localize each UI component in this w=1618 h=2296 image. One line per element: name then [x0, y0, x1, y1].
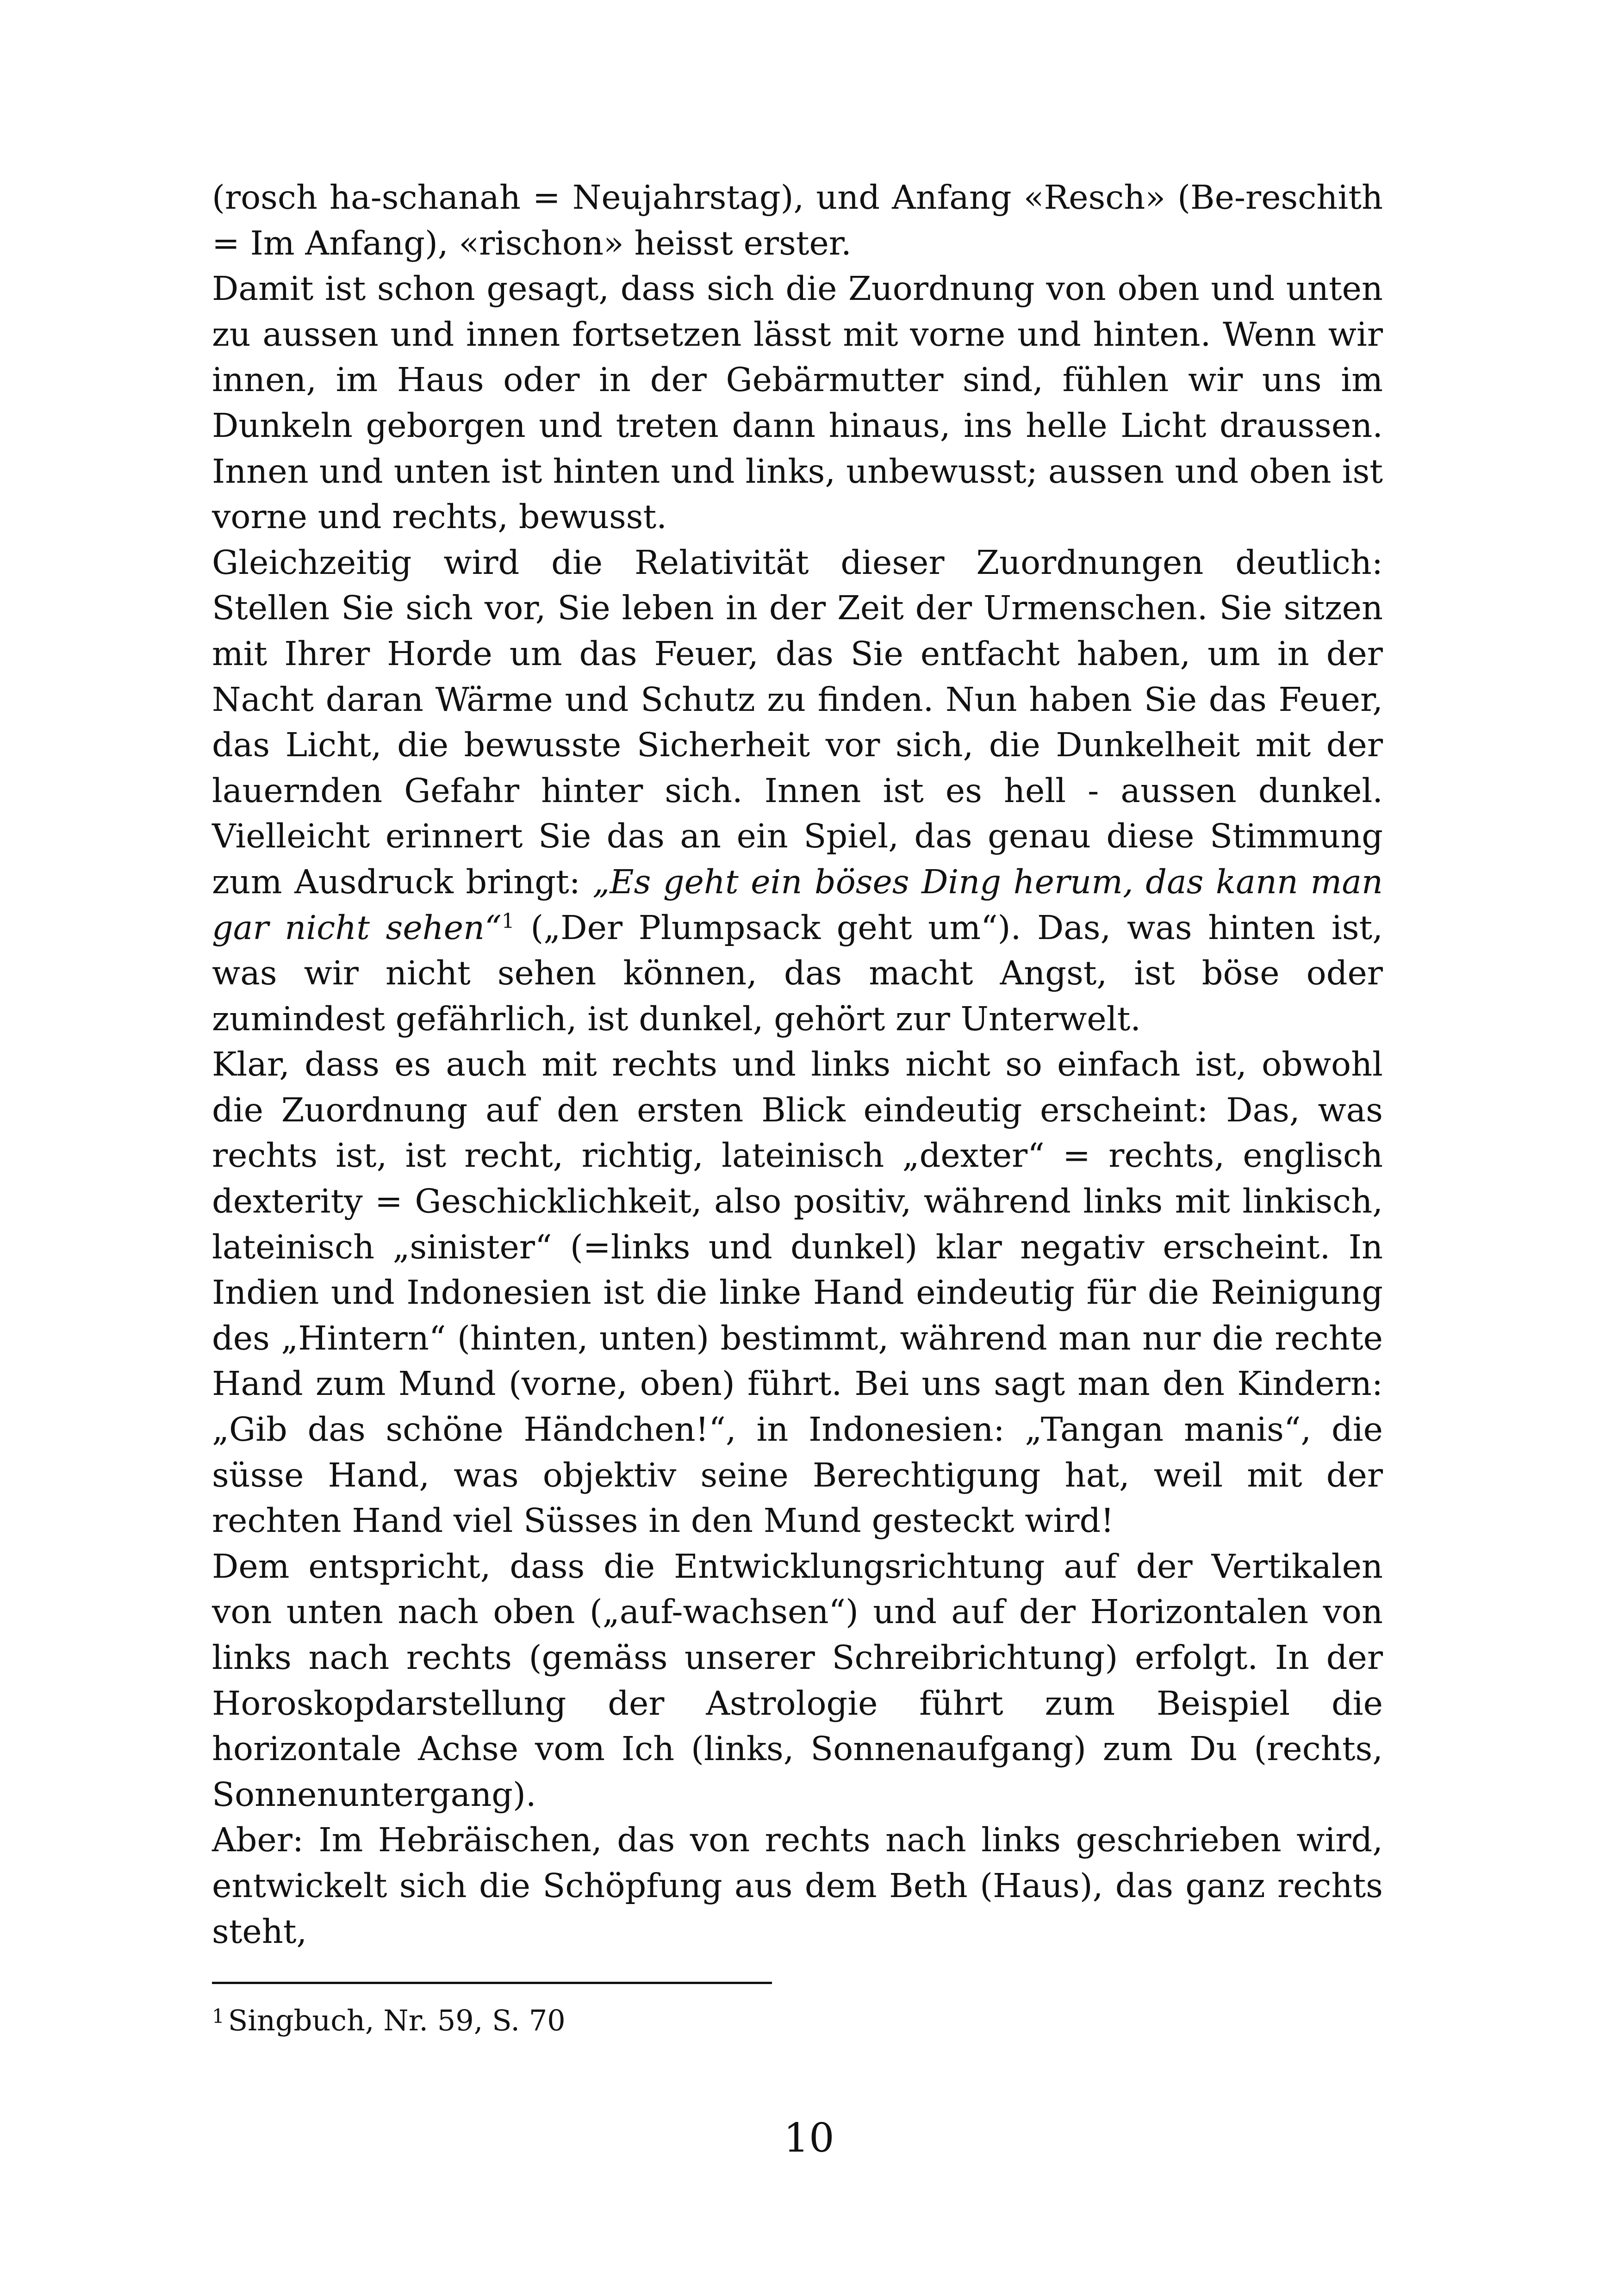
footnote [212, 2002, 1383, 2039]
paragraph-text: Gleichzeitig wird die Relativität dieser Zuordnungen deutlich: Stellen Sie sich vor, Sie leben in der Zeit der Urmenschen. Sie sitzen mit Ihrer Horde um das Feuer, das Sie entfacht haben, um in der Nacht daran Wärme und Schutz zu finden. Nun haben Sie das Feuer, das Licht, die bewusste Sicherheit vor sich, die Dunkelheit mit der lauernden Gefahr hinter sich. Innen ist es hell - aussen dunkel. Vielleicht erinnert Sie das an ein Spiel, das genau diese Stimmung zum Ausdruck bringt: [212, 543, 1383, 901]
footnote-text: Singbuch, Nr. 59, S. 70 [228, 2004, 566, 2037]
paragraph: Damit ist schon gesagt, dass sich die Zuordnung von oben und unten zu aussen und innen fortsetzen lässt mit vorne und hinten. Wenn wir innen, im Haus oder in der Gebärmutter sind, fühlen wir uns im Dunkeln geborgen und treten dann hinaus, ins helle Licht draussen. Innen und unten ist hinten und links, unbewusst; aussen und oben ist vorne und rechts, bewusst. [212, 269, 1383, 536]
quoted-song-line: „Es geht ein böses Ding herum, das kann man gar nicht sehen“ [212, 862, 1383, 947]
paragraph: Aber: Im Hebräischen, das von rechts nach links geschrieben wird, entwickelt sich die Schöpfung aus dem Beth (Haus), das ganz rechts steht, [212, 1821, 1383, 1951]
body-text [212, 175, 1383, 1954]
page-number: 10 [784, 2115, 834, 2161]
paragraph: (rosch ha-schanah = Neujahrstag), und Anfang «Resch» (Be-reschith = Im Anfang), «rischon» heisst erster. [212, 178, 1383, 262]
paragraph: Dem entspricht, dass die Entwicklungsrichtung auf der Vertikalen von unten nach oben („auf-wachsen“) und auf der Horizontalen von links nach rechts (gemäss unserer Schreibrichtung) erfolgt. In der Horoskopdarstellung der Astrologie führt zum Beispiel die horizontale Achse vom Ich (links, Sonnenaufgang) zum Du (rechts, Sonnenuntergang). [212, 1547, 1383, 1814]
paragraph [212, 540, 1383, 1042]
footnote-reference[interactable]: 1 [501, 909, 515, 933]
footnote-divider [212, 1982, 772, 1984]
paragraph: Klar, dass es auch mit rechts und links nicht so einfach ist, obwohl die Zuordnung auf den ersten Blick eindeutig erscheint: Das, was rechts ist, ist recht, richtig, lateinisch „dexter“ = rechts, englisch dexterity = Geschicklichkeit, also positiv, während links mit linkisch, lateinisch „sinister“ (=links und dunkel) klar negativ erscheint. In Indien und Indonesien ist die linke Hand eindeutig für die Reinigung des „Hintern“ (hinten, unten) bestimmt, während man nur die rechte Hand zum Mund (vorne, oben) führt. Bei uns sagt man den Kindern: „Gib das schöne Händchen!“, in Indonesien: „Tangan manis“, die süsse Hand, was objektiv seine Berechtigung hat, weil mit der rechten Hand viel Süsses in den Mund gesteckt wird! [212, 1045, 1383, 1540]
footnote-number: 1 [212, 2005, 224, 2028]
paragraph-text: („Der Plumpsack geht um“). Das, was hinten ist, was wir nicht sehen können, das macht Angst, ist böse oder zumindest gefährlich, ist dunkel, gehört zur Unterwelt. [212, 908, 1383, 1038]
